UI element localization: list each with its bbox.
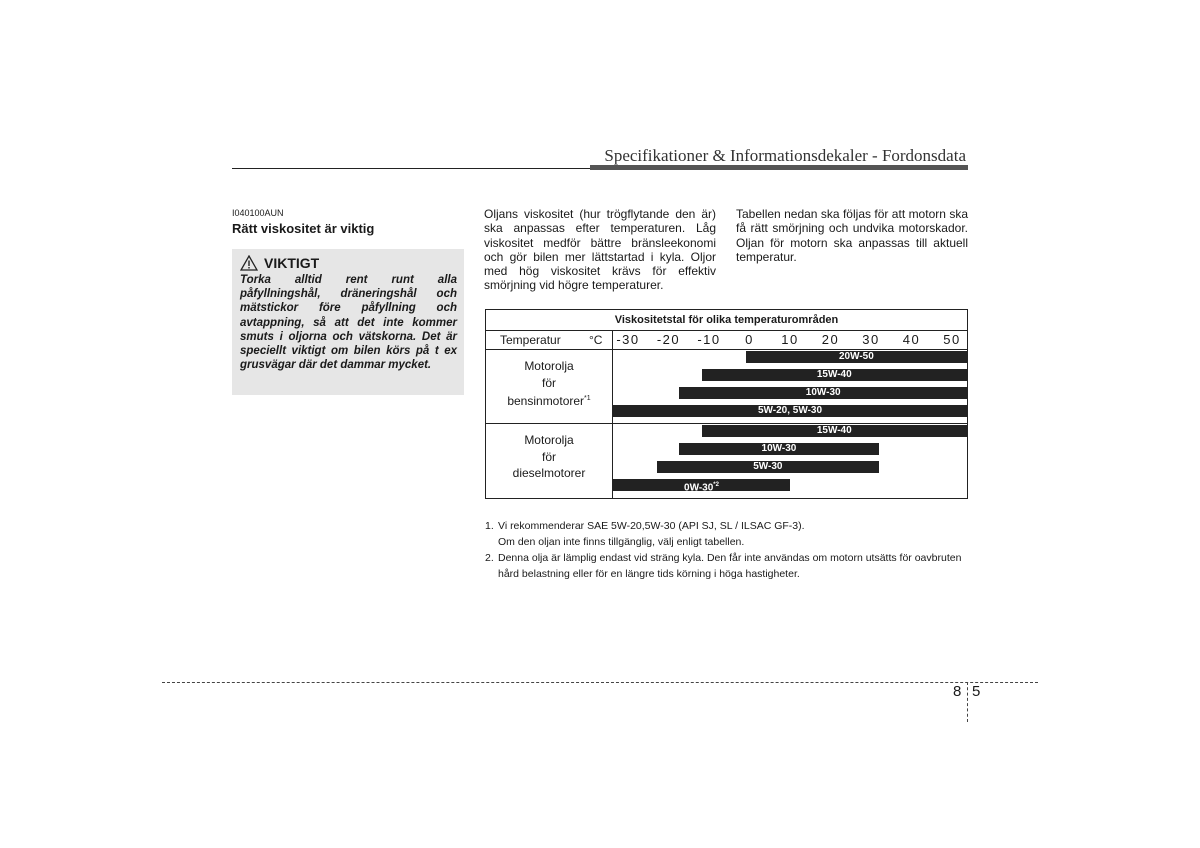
footnote-text-block <box>498 550 968 582</box>
viscosity-bar <box>613 479 790 494</box>
viscosity-bar <box>702 425 968 437</box>
header-rule <box>232 168 590 169</box>
warning-header <box>240 255 457 271</box>
temperature-tick: 10 <box>781 332 799 347</box>
viscosity-bar-label: 15W-40 <box>816 369 852 380</box>
viscosity-bar-label: 10W-30 <box>805 387 841 398</box>
viscosity-bar <box>679 387 967 399</box>
footnote-continuation: Om den oljan inte finns tillgänglig, välj enligt tabellen. <box>498 536 745 548</box>
footnote-number: 1. <box>485 520 494 532</box>
warning-box <box>232 249 464 395</box>
temperature-unit: °C <box>589 333 603 347</box>
warning-triangle-icon <box>240 255 258 271</box>
chapter-number: 8 <box>953 683 962 700</box>
page-header-title: Specifikationer & Informationsdekaler - Fordonsdata <box>604 146 966 165</box>
oil-group-label-line: för <box>541 375 556 390</box>
footnote-item <box>485 550 968 582</box>
viscosity-bar-label: 0W-30 <box>684 482 714 494</box>
table-instruction-paragraph: Tabellen nedan ska följas för att motorn ska få rätt smörjning och undvika motorskador. Oljan för motorn ska anpassas till aktuell temperatur. <box>736 207 968 264</box>
oil-group-label-line: för <box>541 449 556 464</box>
oil-group-label-line: Motorolja <box>524 433 574 447</box>
viscosity-bar <box>657 461 878 473</box>
footnote-text: Vi rekommenderar SAE 5W-20,5W-30 (API SJ, SL / ILSAC GF-3). <box>498 520 805 532</box>
viscosity-bar <box>679 443 878 455</box>
viscosity-bar-label: 20W-50 <box>838 351 874 362</box>
oil-group-label <box>486 432 612 482</box>
footnote-marker: *1 <box>584 395 591 402</box>
document-code: I040100AUN <box>232 208 284 218</box>
page-number: 5 <box>972 683 981 700</box>
footnote-text: Denna olja är lämplig endast vid sträng kyla. Den får inte användas om motorn utsätts för oavbruten hård belastning eller för en längre tids körning i höga hastigheter. <box>498 552 962 580</box>
footnote-number: 2. <box>485 552 494 564</box>
oil-group-label <box>486 358 612 410</box>
oil-group-label-line: dieselmotorer <box>512 466 586 480</box>
viscosity-chart <box>485 309 968 499</box>
footnote-item <box>485 518 968 550</box>
temperature-tick: 0 <box>745 332 754 347</box>
temperature-tick: -20 <box>656 332 681 347</box>
temperature-tick: 50 <box>943 332 961 347</box>
temperature-axis-row <box>486 331 967 350</box>
temperature-tick: -10 <box>697 332 721 347</box>
chart-title: Viskositetstal för olika temperaturområden <box>486 310 967 331</box>
footnote-marker: *2 <box>713 482 719 488</box>
temperature-tick: 30 <box>862 332 880 347</box>
warning-text: Torka alltid rent runt alla påfyllningshål, dräneringshål och mätstickor före påfyllning och avtappning, så att det inte kommer smuts i oljorna och vätskorna. Det är speciellt viktigt om bilen körs på t ex grusvägar där det dammar mycket. <box>240 274 457 372</box>
footer-separator <box>967 682 968 722</box>
temperature-tick: -30 <box>616 332 640 347</box>
viscosity-bar <box>613 405 967 417</box>
viscosity-bar <box>702 369 968 381</box>
viscosity-bar-label: 5W-30 <box>753 461 783 472</box>
footnote-text-block <box>498 518 968 550</box>
warning-title: VIKTIGT <box>264 255 320 271</box>
viscosity-bar-label: 15W-40 <box>816 425 852 436</box>
footnotes <box>485 518 968 582</box>
temperature-tick: 40 <box>902 332 921 347</box>
footer-rule <box>162 682 1038 683</box>
viscosity-bar-label: 5W-20, 5W-30 <box>757 405 823 416</box>
temperature-label: Temperatur <box>500 333 561 347</box>
oil-group-label-line: bensinmotorer$^{*1}$ <box>507 394 591 408</box>
viscosity-bar-label: 10W-30 <box>761 443 797 454</box>
header-rule-bar <box>590 165 968 170</box>
temperature-tick: 20 <box>821 332 840 347</box>
viscosity-paragraph: Oljans viskositet (hur trögflytande den är) ska anpassas efter temperaturen. Låg viskositet medför bättre bränsleekonomi och gör bilen mer lättstartad i kyla. Oljor med hög viskositet krävs för effektiv smörjning vid högre temperaturer. <box>484 207 716 293</box>
oil-group-label-line: Motorolja <box>524 359 574 373</box>
section-heading: Rätt viskositet är viktig <box>232 221 375 236</box>
chart-divider-horizontal <box>486 423 967 424</box>
viscosity-bar <box>746 351 967 363</box>
